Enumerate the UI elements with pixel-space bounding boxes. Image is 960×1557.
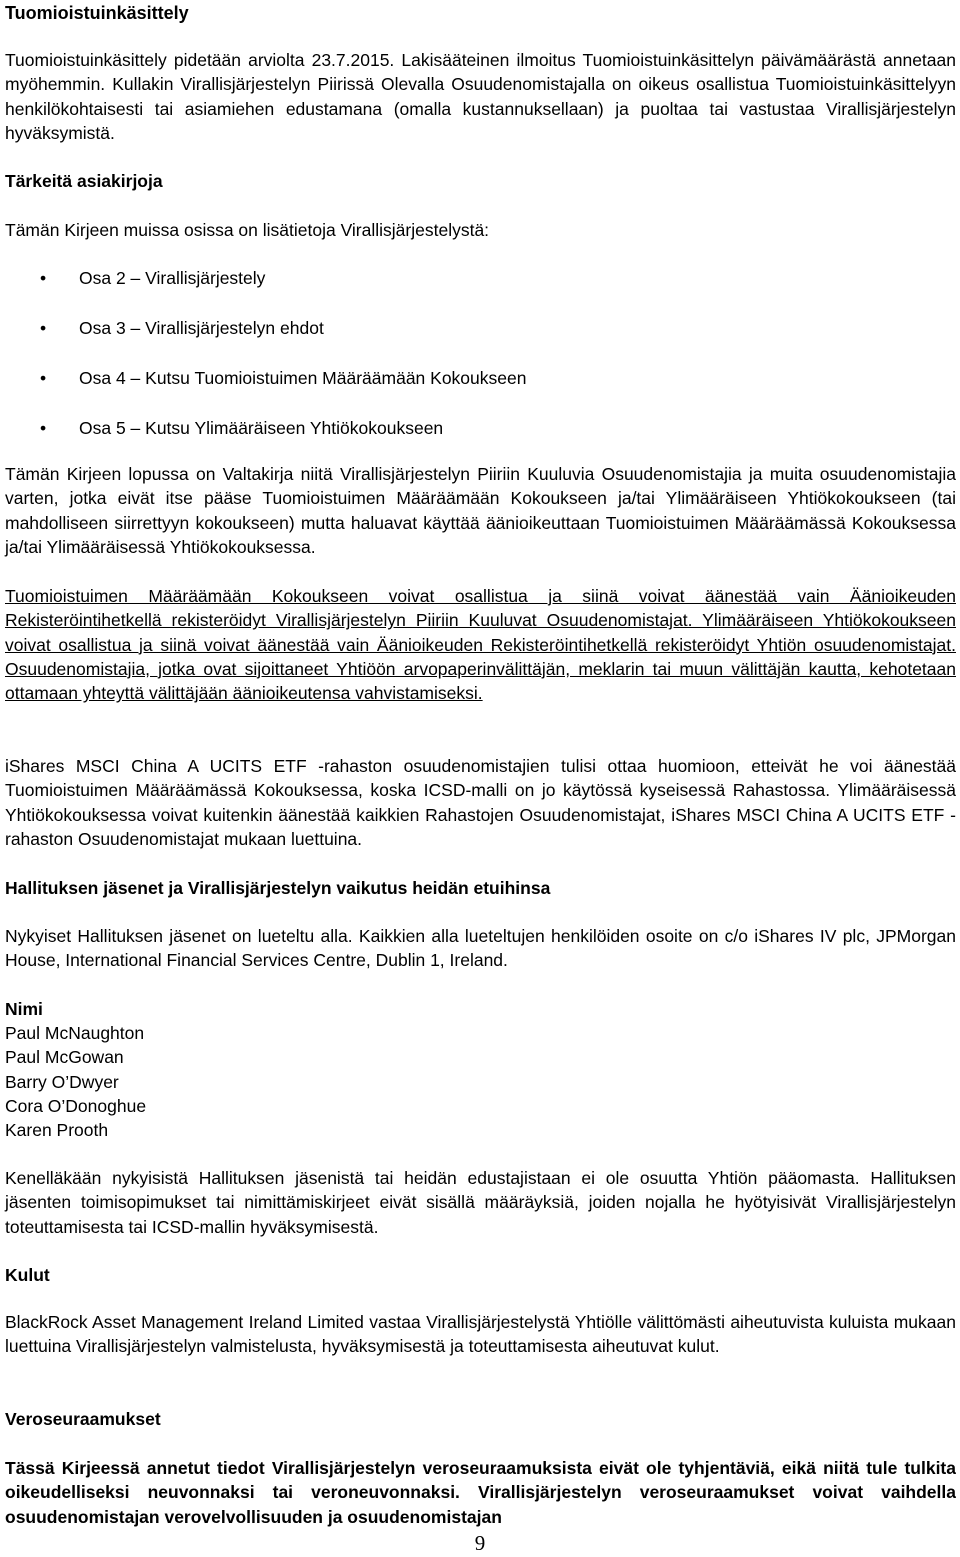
board-member-name: Paul McGowan (5, 1047, 124, 1068)
document-list (5, 266, 956, 440)
board-member-name: Cora O’Donoghue (5, 1095, 147, 1116)
paragraph-valtakirja: Tämän Kirjeen lopussa on Valtakirja niitä Virallisjärjestelyn Piiriin Kuuluvia Osuudenomistajia ja muita osuudenomistajia varten, jotka eivät itse pääse Tuomioistuimen Määräämään Kokoukseen ja/tai Ylimääräiseen Yhtiökokoukseen (tai mahdolliseen siirrettyyn kokoukseen) mutta haluavat käyttää äänioikeuttaan Tuomioistuimen Määräämässä Kokouksessa ja/tai Ylimääräisessä Yhtiökokouksessa. (5, 464, 956, 557)
paragraph-tuomioistuinkasittely: Tuomioistuinkäsittely pidetään arviolta 23.7.2015. Lakisääteinen ilmoitus Tuomioistuinkäsittelyn päivämäärästä annetaan myöhemmin. Kullakin Virallisjärjestelyn Piirissä Olevalla Osuudenomistajalla on oikeus osallistua Tuomioistuinkäsittelyyn henkilökohtaisesti tai asiamiehen edustamana (omalla kustannuksellaan) ja puoltaa tai vastustaa Virallisjärjestelyn hyväksymistä. (5, 50, 956, 143)
paragraph-veroseuraamukset: Tässä Kirjeessä annetut tiedot Virallisjärjestelyn veroseuraamuksista eivät ole tyhjentäviä, eikä niitä tule tulkita oikeudelliseksi neuvonnaksi tai veroneuvonnaksi. Virallisjärjestelyn veroseuraamukset voivat vaihdella osuudenomistajan verovelvollisuuden ja osuudenomistajan (5, 1458, 956, 1527)
heading-tuomioistuinkasittely: Tuomioistuinkäsittely (5, 3, 189, 23)
heading-hallituksen-jasenet: Hallituksen jäsenet ja Virallisjärjestelyn vaikutus heidän etuihinsa (5, 878, 551, 898)
heading-kulut: Kulut (5, 1265, 50, 1285)
list-item: • Osa 4 – Kutsu Tuomioistuimen Määräämään Kokoukseen (5, 366, 956, 390)
paragraph-voting-eligibility: Tuomioistuimen Määräämään Kokoukseen voivat osallistua ja siinä voivat äänestää vain Äänioikeuden Rekisteröintihetkellä rekisteröidyt Virallisjärjestelyn Piiriin Kuuluvat Osuudenomistajat. Ylimääräiseen Yhtiökokoukseen voivat osallistua ja siinä voivat äänestää vain Äänioikeuden Rekisteröintihetkellä rekisteröidyt Yhtiön osuudenomistajat. Osuudenomistajia, jotka ovat sijoittaneet Yhtiöön arvopaperinvälittäjän, meklarin tai muun välittäjän kautta, kehotetaan ottamaan yhteyttä välittäjään äänioikeutensa vahvistamiseksi. (5, 586, 956, 704)
board-member-name: Paul McNaughton (5, 1023, 145, 1043)
paragraph-intro: Tämän Kirjeen muissa osissa on lisätietoja Virallisjärjestelystä: (5, 220, 490, 240)
bullet-icon: • (40, 268, 47, 288)
paragraph-kulut: BlackRock Asset Management Ireland Limited vastaa Virallisjärjestelystä Yhtiölle välittömästi aiheutuvista kuluista mukaan luettuina Virallisjärjestelyn valmistelusta, hyväksymisestä ja toteuttamisesta aiheutuvat kulut. (5, 1312, 956, 1357)
paragraph-ishares: iShares MSCI China A UCITS ETF -rahaston osuudenomistajien tulisi ottaa huomioon, etteivät he voi äänestää Tuomioistuimen Määräämässä Kokouksessa, koska ICSD-malli on jo käytössä kyseisessä Rahastossa. Ylimääräisessä Yhtiökokouksessa voivat kuitenkin äänestää kaikkien Rahastojen Osuudenomistajat, iShares MSCI China A UCITS ETF -rahaston Osuudenomistajat mukaan luettuina. (5, 756, 956, 849)
list-item: • Osa 3 – Virallisjärjestelyn ehdot (5, 316, 956, 340)
heading-tarkeita-asiakirjoja: Tärkeitä asiakirjoja (5, 171, 163, 191)
paragraph-hallitus: Nykyiset Hallituksen jäsenet on lueteltu alla. Kaikkien alla lueteltujen henkilöiden osoite on c/o iShares IV plc, JPMorgan House, International Financial Services Centre, Dublin 1, Ireland. (5, 926, 956, 971)
list-item: • Osa 5 – Kutsu Ylimääräiseen Yhtiökokoukseen (5, 416, 956, 440)
board-member-name: Barry O’Dwyer (5, 1071, 119, 1092)
board-member-name: Karen Prooth (5, 1120, 109, 1141)
bullet-icon: • (40, 318, 47, 338)
heading-veroseuraamukset: Veroseuraamukset (5, 1409, 161, 1429)
paragraph-kenellakaan: Kenelläkään nykyisistä Hallituksen jäsenistä tai heidän edustajistaan ei ole osuutta Yhtiön pääomasta. Hallituksen jäsenten toimisopimukset tai nimittämiskirjeet eivät sisällä määräyksiä, joiden nojalla he hyötyisivät Virallisjärjestelyn toteuttamisesta tai ICSD-mallin hyväksymisestä. (5, 1168, 956, 1237)
names-heading: Nimi (5, 999, 43, 1019)
bullet-icon: • (40, 368, 47, 388)
board-member-list (5, 1021, 146, 1142)
page-number: 9 (474, 1531, 486, 1555)
list-item: • Osa 2 – Virallisjärjestely (5, 266, 956, 290)
bullet-icon: • (40, 418, 47, 438)
